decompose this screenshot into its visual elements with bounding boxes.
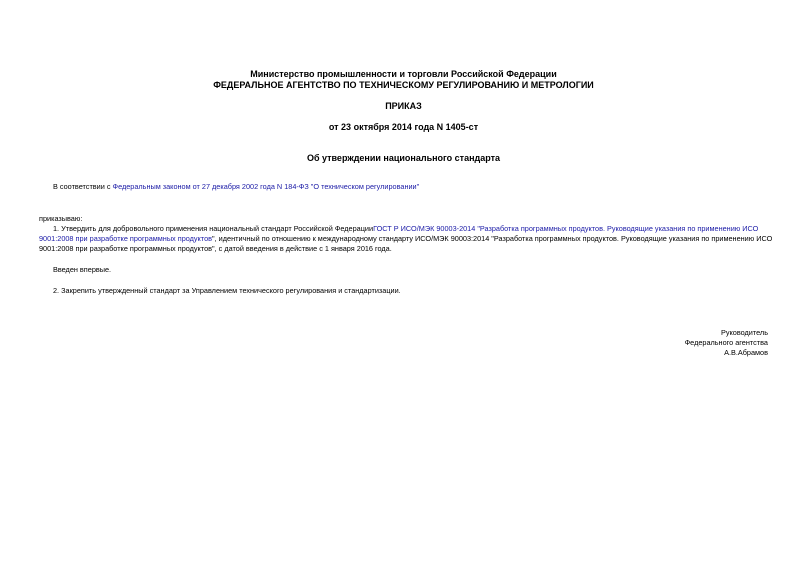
document-date-number: от 23 октября 2014 года N 1405-ст (328, 122, 479, 132)
orders-line: приказываю: (39, 214, 83, 223)
document-type: ПРИКАЗ (385, 101, 422, 111)
item1-prefix: 1. Утвердить для добровольного применения национальный стандарт Российской Федерации (53, 224, 374, 233)
gost-standard-link[interactable]: ГОСТ Р ИСО/МЭК 90003-2014 "Разработка программных продуктов. Руководящие указания по применению ИСО (373, 224, 759, 233)
item1-line2 (39, 234, 772, 244)
document-subject: Об утверждении национального стандарта (306, 153, 501, 163)
signature-title2: Федерального агентства (684, 338, 768, 347)
item1-line3: 9001:2008 при разработке программных продуктов", с датой введения в действие с 1 января 2016 года. (39, 244, 392, 253)
item2: 2. Закрепить утвержденный стандарт за Управлением технического регулирования и стандартизации. (53, 286, 401, 295)
signature-name: А.В.Абрамов (724, 348, 768, 357)
agency-heading: ФЕДЕРАЛЬНОЕ АГЕНТСТВО ПО ТЕХНИЧЕСКОМУ РЕГУЛИРОВАНИЮ И МЕТРОЛОГИИ (213, 80, 594, 90)
item1-suffix: ", идентичный по отношению к международному стандарту ИСО/МЭК 90003:2014 "Разработка программных продуктов. Руководящие указания по применению ИСО (212, 234, 773, 243)
federal-law-link[interactable]: Федеральным законом от 27 декабря 2002 года N 184-ФЗ "О техническом регулировании" (112, 182, 420, 191)
introduced-note: Введен впервые. (53, 265, 112, 274)
ministry-heading: Министерство промышленности и торговли Российской Федерации (250, 69, 557, 79)
gost-standard-link-continued[interactable]: 9001:2008 при разработке программных продуктов (39, 234, 213, 243)
signature-title1: Руководитель (720, 328, 768, 337)
preamble-prefix: В соответствии с (53, 182, 113, 191)
preamble (53, 182, 419, 192)
item1-line1 (53, 224, 758, 234)
